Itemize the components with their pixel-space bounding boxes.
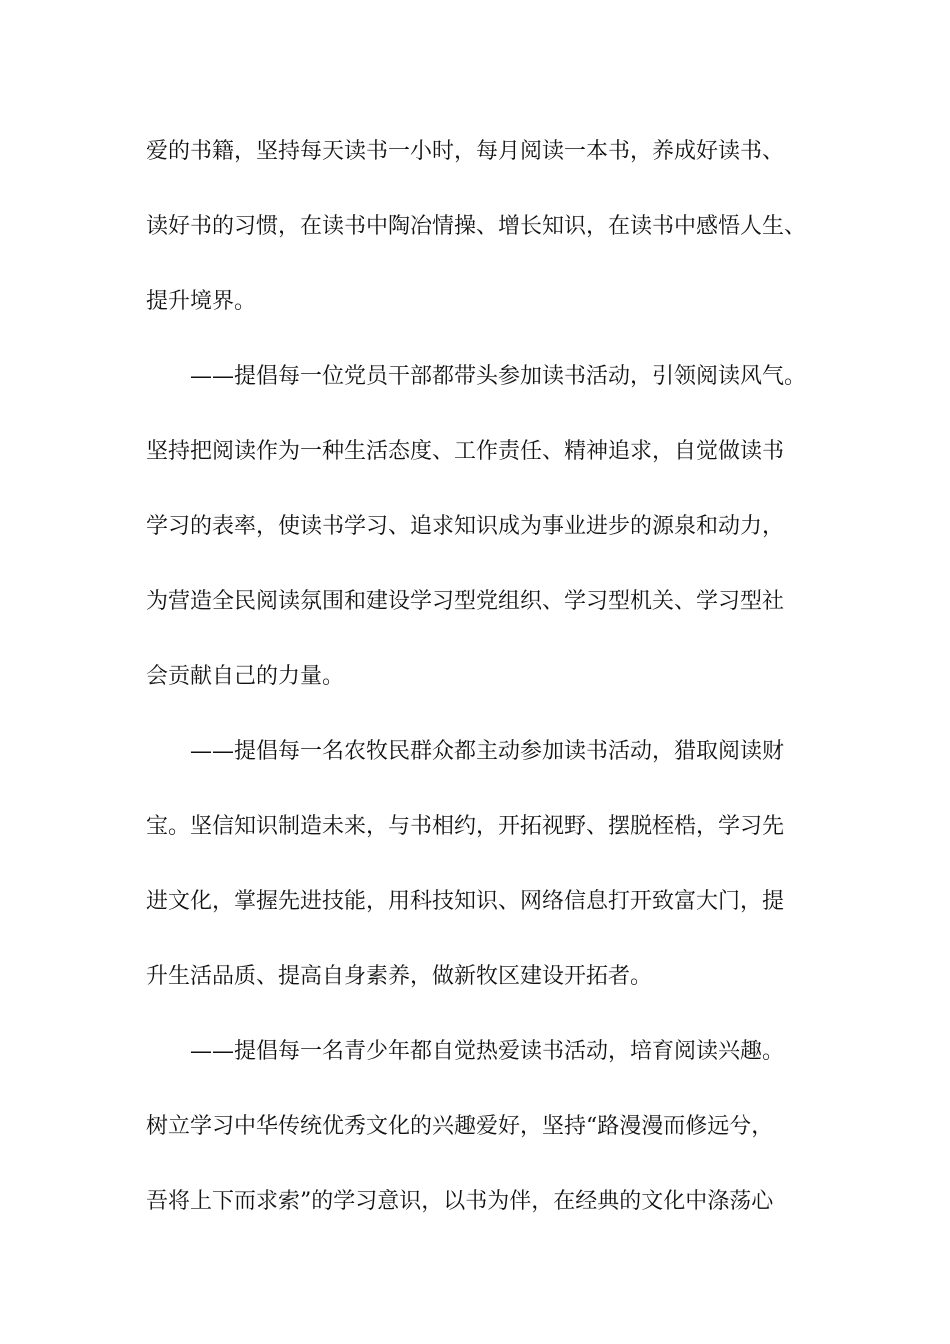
text-line: 读好书的习惯，在读书中陶冶情操、增长知识，在读书中感悟人生、 [146,214,807,239]
text-line: 爱的书籍，坚持每天读书一小时，每月阅读一本书，养成好读书、 [146,139,785,164]
document-body [146,128,826,1253]
text-line: 升生活品质、提高自身素养，做新牧区建设开拓者。 [146,964,653,989]
text-line: 宝。坚信知识制造未来，与书相约，开拓视野、摆脱桎梏，学习先 [146,814,785,839]
text-line: 树立学习中华传统优秀文化的兴趣爱好，坚持“路漫漫而修远兮， [146,1114,774,1139]
text-line: ——提倡每一位党员干部都带头参加读书活动，引领阅读风气。 [190,364,807,389]
text-line: 坚持把阅读作为一种生活态度、工作责任、精神追求，自觉做读书 [146,439,785,464]
text-line: 会贡献自己的力量。 [146,664,345,689]
text-line: ——提倡每一名农牧民群众都主动参加读书活动，猎取阅读财 [190,739,785,764]
text-line: 吾将上下而求索”的学习意识，以书为伴，在经典的文化中涤荡心 [146,1189,774,1214]
text-line: 为营造全民阅读氛围和建设学习型党组织、学习型机关、学习型社 [146,589,785,614]
text-line: 进文化，掌握先进技能，用科技知识、网络信息打开致富大门，提 [146,889,785,914]
text-line: ——提倡每一名青少年都自觉热爱读书活动，培育阅读兴趣。 [190,1039,785,1064]
text-line: 学习的表率，使读书学习、追求知识成为事业进步的源泉和动力， [146,514,785,539]
text-line: 提升境界。 [146,289,257,314]
